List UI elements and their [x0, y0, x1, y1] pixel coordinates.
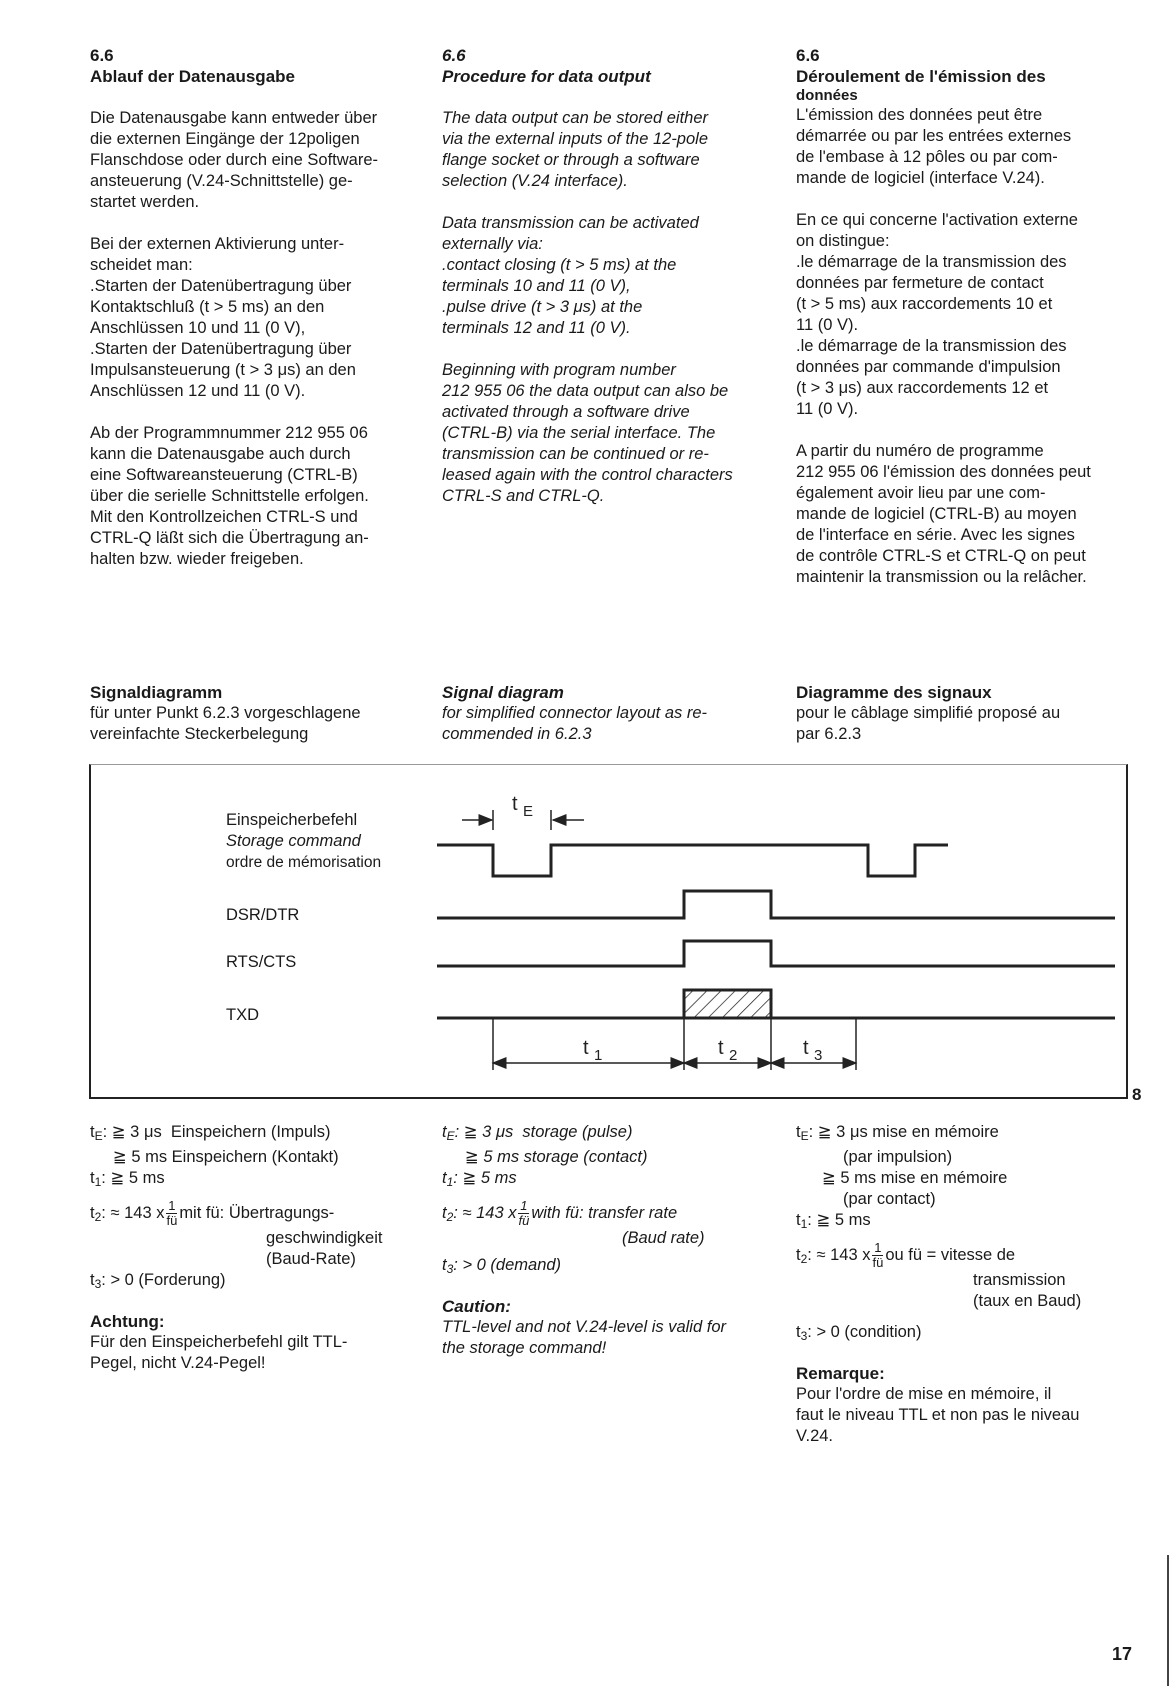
- caution-title: Remarque:: [796, 1364, 885, 1383]
- te-label-sub: E: [523, 803, 534, 820]
- caution-text: TTL-level and not V.24-level is valid for the storage command!: [442, 1318, 726, 1357]
- section-title: Procedure for data output: [442, 67, 651, 86]
- note-line: (par impulsion): [843, 1148, 953, 1166]
- fraction: $\frac{1}{fü}$: [518, 1198, 530, 1228]
- t2-label: t: [718, 1037, 724, 1059]
- note-line: ≧ 5 ms mise en mémoire: [822, 1169, 1008, 1187]
- note-line: $t_2$: ≈ 143 x $\frac{1}{fü}$ with fü: transfer rate: [442, 1198, 678, 1228]
- waveform-rts-cts: [437, 941, 1115, 966]
- note-line: (par contact): [843, 1190, 936, 1208]
- t1-label: t: [583, 1037, 589, 1059]
- note-line: geschwindigkeit: [266, 1229, 383, 1247]
- section-title-cont: données: [796, 87, 858, 104]
- section-number: 6.6: [90, 46, 114, 65]
- note-line: $t_3$: > 0 (Forderung): [90, 1271, 226, 1291]
- paragraph: Bei der externen Aktivierung unter- scheidet man: .Starten der Datenübertragung über Kontaktschluß (t > 5 ms) an den Anschlüssen 10 und 11 (0 V), .Starten der Datenübertragung über Impulsansteuerung (t > 3 μs) an den Anschlüssen 12 und 11 (0 V).: [90, 235, 356, 400]
- t2-label-sub: 2: [729, 1047, 738, 1064]
- paragraph: A partir du numéro de programme 212 955 06 l'émission des données peut également avoir lieu par une com- mande de logiciel (CTRL-B) au moyen de l'interface en série. Avec les signes de contrôle CTRL-S et CTRL-Q on peut maintenir la transmission ou la relâcher.: [796, 442, 1091, 586]
- t1-label-sub: 1: [594, 1047, 603, 1064]
- t3-label-sub: 3: [814, 1047, 823, 1064]
- notes-german: [90, 1122, 430, 1374]
- paragraph: Die Datenausgabe kann entweder über die externen Eingänge der 12poligen Flanschdose oder durch eine Software- ansteuerung (V.24-Schnittstelle) ge- startet werden.: [90, 109, 378, 211]
- note-line: $t_3$: > 0 (demand): [442, 1256, 562, 1276]
- note-line: $t_2$: ≈ 143 x $\frac{1}{fü}$ ou fü = vitesse de: [796, 1240, 1016, 1270]
- section-title: Déroulement de l'émission des: [796, 67, 1046, 86]
- note-line: $t_E$: ≧ 3 μs mise en mémoire: [796, 1123, 999, 1143]
- note-line: $t_1$: ≧ 5 ms: [796, 1211, 871, 1231]
- note-line: (Baud-Rate): [266, 1250, 356, 1268]
- signal-title: Signaldiagramm: [90, 683, 223, 702]
- label-storage-en: Storage command: [226, 832, 361, 850]
- label-txd: TXD: [226, 1006, 259, 1024]
- caution-text: Pour l'ordre de mise en mémoire, il faut le niveau TTL et non pas le niveau V.24.: [796, 1385, 1080, 1445]
- te-label: t: [512, 793, 518, 815]
- note-line: $t_2$: ≈ 143 x $\frac{1}{fü}$ mit fü: Übertragungs-: [90, 1198, 335, 1228]
- page-number: 17: [1112, 1644, 1133, 1664]
- label-rts-cts: RTS/CTS: [226, 953, 297, 971]
- note-line: (Baud rate): [622, 1229, 705, 1247]
- label-storage-de: Einspeicherbefehl: [226, 811, 358, 829]
- note-line: $t_E$: ≧ 3 μs storage (pulse): [442, 1123, 633, 1143]
- section-title: Ablauf der Datenausgabe: [90, 67, 295, 86]
- paragraph: Ab der Programmnummer 212 955 06 kann die Datenausgabe auch durch eine Softwareansteuerung (CTRL-B) über die serielle Schnittstelle erfolgen. Mit den Kontrollzeichen CTRL-S und CTRL-Q läßt sich die Übertragung an- halten bzw. wieder freigeben.: [90, 424, 369, 568]
- section-number: 6.6: [796, 46, 820, 65]
- note-line: $t_1$: ≧ 5 ms: [90, 1169, 165, 1189]
- note-line: ≧ 5 ms storage (contact): [442, 1148, 648, 1166]
- paragraph: The data output can be stored either via the external inputs of the 12-pole flange socket or through a software selection (V.24 interface).: [442, 109, 709, 190]
- caution-text: Für den Einspeicherbefehl gilt TTL- Pegel, nicht V.24-Pegel!: [90, 1333, 348, 1372]
- waveform-dsr-dtr: [437, 891, 1115, 918]
- paragraph: Data transmission can be activated externally via: .contact closing (t > 5 ms) at the terminals 10 and 11 (0 V), .pulse drive (t > 3 μs) at the terminals 12 and 11 (0 V).: [442, 214, 699, 337]
- label-dsr-dtr: DSR/DTR: [226, 906, 300, 924]
- label-storage-fr: ordre de mémorisation: [226, 854, 382, 871]
- signal-subtitle: pour le câblage simplifié proposé au par 6.2.3: [796, 704, 1061, 743]
- signal-title: Signal diagram: [442, 683, 564, 702]
- note-line: $t_3$: > 0 (condition): [796, 1323, 922, 1343]
- waveform-storage-command: [437, 845, 948, 876]
- paragraph: En ce qui concerne l'activation externe on distingue: .le démarrage de la transmission des données par fermeture de contact (t > 5 ms) aux raccordements 10 et 11 (0 V). .le démarrage de la transmission des données par commande d'impulsion (t > 3 μs) aux raccordements 12 et 11 (0 V).: [796, 211, 1078, 418]
- signal-subtitle: for simplified connector layout as re- commended in 6.2.3: [442, 704, 708, 743]
- note-line: $t_E$: ≧ 3 μs Einspeichern (Impuls): [90, 1123, 331, 1143]
- paragraph: L'émission des données peut être démarrée ou par les entrées externes de l'embase à 12 pôles ou par com- mande de logiciel (interface V.24).: [796, 106, 1072, 187]
- t3-label: t: [803, 1037, 809, 1059]
- note-line: (taux en Baud): [973, 1292, 1082, 1310]
- note-line: transmission: [973, 1271, 1066, 1289]
- caution-title: Achtung:: [90, 1312, 165, 1331]
- notes-english: [442, 1122, 782, 1359]
- signal-subtitle: für unter Punkt 6.2.3 vorgeschlagene vereinfachte Steckerbelegung: [90, 704, 361, 743]
- signal-title: Diagramme des signaux: [796, 683, 992, 702]
- note-line: ≧ 5 ms Einspeichern (Kontakt): [90, 1148, 339, 1166]
- fraction: $\frac{1}{fü}$: [872, 1240, 884, 1270]
- txd-data-block: [684, 990, 771, 1018]
- notes-french: [796, 1122, 1136, 1447]
- paragraph: Beginning with program number 212 955 06 the data output can also be activated through a software drive (CTRL-B) via the serial interface. The transmission can be continued or re- leased again with the control characters CTRL-S and CTRL-Q.: [442, 361, 733, 505]
- figure-number: 8: [1132, 1085, 1142, 1104]
- caution-title: Caution:: [442, 1297, 511, 1316]
- fraction: $\frac{1}{fü}$: [166, 1198, 178, 1228]
- note-line: $t_1$: ≧ 5 ms: [442, 1169, 517, 1189]
- section-number: 6.6: [442, 46, 466, 65]
